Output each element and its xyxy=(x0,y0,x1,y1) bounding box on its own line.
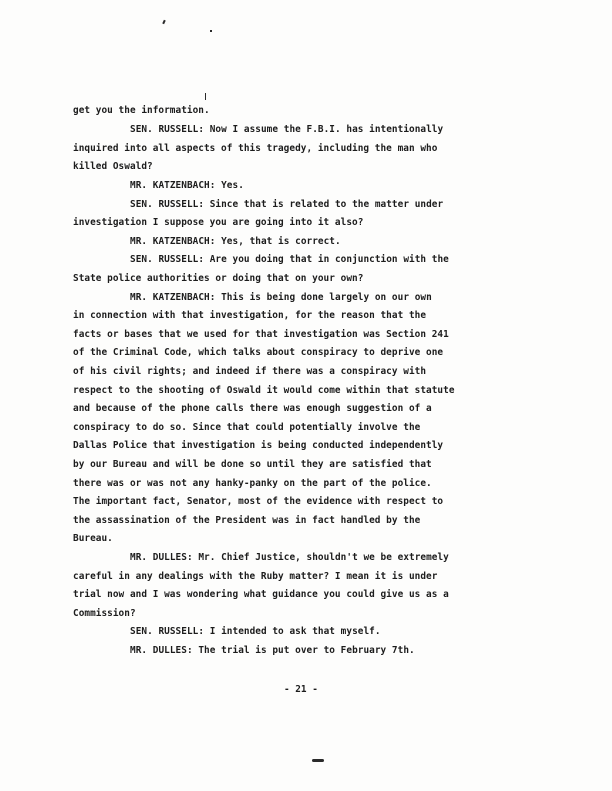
transcript-line: careful in any dealings with the Ruby matter? I mean it is under xyxy=(73,571,438,582)
transcript-line: inquired into all aspects of this tragedy, including the man who xyxy=(73,143,438,154)
transcript-line: MR. KATZENBACH: Yes, that is correct. xyxy=(130,236,341,247)
transcript-line: Commission? xyxy=(73,608,136,619)
transcript-line: MR. DULLES: Mr. Chief Justice, shouldn't we be extremely xyxy=(130,552,449,563)
transcript-line: investigation I suppose you are going into it also? xyxy=(73,217,364,228)
transcript-line: SEN. RUSSELL: I intended to ask that myself. xyxy=(130,626,381,637)
transcript-line: conspiracy to do so. Since that could potentially involve the xyxy=(73,422,421,433)
transcript-line: get you the information. xyxy=(73,105,210,116)
transcript-line: killed Oswald? xyxy=(73,161,153,172)
transcript-line: trial now and I was wondering what guidance you could give us as a xyxy=(73,589,449,600)
transcript-line: SEN. RUSSELL: Now I assume the F.B.I. has intentionally xyxy=(130,124,444,135)
transcript-line: the assassination of the President was in fact handled by the xyxy=(73,515,421,526)
transcript-line: SEN. RUSSELL: Since that is related to the matter under xyxy=(130,199,444,210)
scan-speck xyxy=(162,20,166,24)
transcript-line: there was or was not any hanky-panky on the part of the police. xyxy=(73,478,432,489)
transcript-line: of the Criminal Code, which talks about conspiracy to deprive one xyxy=(73,347,444,358)
page-number: - 21 - xyxy=(284,684,318,695)
scan-speck xyxy=(205,93,206,100)
transcript-line: and because of the phone calls there was enough suggestion of a xyxy=(73,403,432,414)
transcript-line: MR. KATZENBACH: This is being done largely on our own xyxy=(130,292,432,303)
transcript-line: respect to the shooting of Oswald it would come within that statute xyxy=(73,385,455,396)
scan-speck xyxy=(312,759,324,762)
transcript-line: of his civil rights; and indeed if there was a conspiracy with xyxy=(73,366,427,377)
transcript-line: in connection with that investigation, for the reason that the xyxy=(73,310,427,321)
transcript-line: Dallas Police that investigation is being conducted independently xyxy=(73,440,444,451)
transcript-line: State police authorities or doing that on your own? xyxy=(73,273,364,284)
transcript-line: MR. KATZENBACH: Yes. xyxy=(130,180,244,191)
transcript-line: Bureau. xyxy=(73,533,113,544)
transcript-line: facts or bases that we used for that investigation was Section 241 xyxy=(73,329,449,340)
transcript-line: by our Bureau and will be done so until they are satisfied that xyxy=(73,459,432,470)
scan-speck xyxy=(210,30,212,32)
transcript-line: The important fact, Senator, most of the evidence with respect to xyxy=(73,496,444,507)
transcript-line: MR. DULLES: The trial is put over to February 7th. xyxy=(130,645,415,656)
transcript-line: SEN. RUSSELL: Are you doing that in conjunction with the xyxy=(130,254,449,265)
